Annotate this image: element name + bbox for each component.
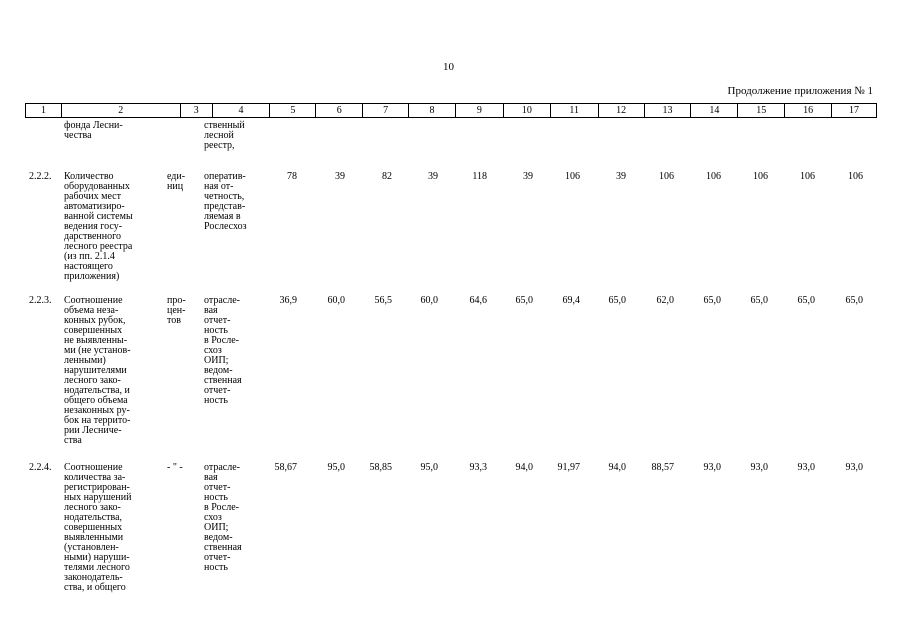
value-col-5: 58,67: [274, 462, 297, 473]
value-col-7: 56,5: [374, 295, 392, 306]
value-col-16: 93,0: [797, 462, 815, 473]
value-col-16: 106: [800, 171, 815, 182]
value-col-14: 65,0: [703, 295, 721, 306]
indicator-name: Соотношение объема неза- конных рубок, совершенных не выявленны- ми (не установ- ленными) нарушителями лесного зако- нодательства, и общего объема незаконных ру- бок на террито- рии Лесниче- ства: [64, 295, 131, 446]
value-col-17: 65,0: [845, 295, 863, 306]
value-col-11: 106: [565, 171, 580, 182]
header-cell-col-15: 15: [737, 104, 784, 117]
indicator-name: фонда Лесни- чества: [64, 120, 123, 141]
value-col-12: 65,0: [608, 295, 626, 306]
unit-of-measure: - " -: [167, 462, 183, 473]
value-col-9: 64,6: [469, 295, 487, 306]
value-col-17: 93,0: [845, 462, 863, 473]
table-header-row: [25, 103, 877, 118]
value-col-15: 65,0: [750, 295, 768, 306]
header-cell-col-7: 7: [362, 104, 408, 117]
header-cell-col-16: 16: [784, 104, 831, 117]
value-col-6: 95,0: [327, 462, 345, 473]
header-cell-col-9: 9: [455, 104, 503, 117]
value-col-6: 60,0: [327, 295, 345, 306]
unit-of-measure: про- цен- тов: [167, 295, 186, 326]
row-code: 2.2.4.: [29, 462, 52, 473]
data-source: оператив- ная от- четность, представ- ляемая в Рослесхоз: [204, 171, 247, 232]
value-col-15: 106: [753, 171, 768, 182]
indicator-name: Соотношение количества за- регистрирован- ных нарушений лесного зако- нодательства, совершенных выявленными (установлен- ными) наруши- телями лесного законодатель- ства, и общего: [64, 462, 132, 593]
value-col-13: 88,57: [651, 462, 674, 473]
value-col-11: 91,97: [557, 462, 580, 473]
value-col-12: 94,0: [608, 462, 626, 473]
value-col-8: 95,0: [420, 462, 438, 473]
value-col-14: 106: [706, 171, 721, 182]
header-cell-col-13: 13: [644, 104, 691, 117]
header-cell-col-17: 17: [831, 104, 876, 117]
value-col-7: 58,85: [369, 462, 392, 473]
header-cell-col-2: 2: [61, 104, 180, 117]
value-col-17: 106: [848, 171, 863, 182]
value-col-9: 93,3: [469, 462, 487, 473]
row-code: 2.2.2.: [29, 171, 52, 182]
header-cell-col-10: 10: [503, 104, 550, 117]
header-cell-col-4: 4: [212, 104, 270, 117]
data-source: отрасле- вая отчет- ность в Росле- схоз ОИП; ведом- ственная отчет- ность: [204, 462, 242, 573]
header-cell-col-5: 5: [269, 104, 315, 117]
value-col-10: 94,0: [515, 462, 533, 473]
page-number: 10: [443, 61, 454, 73]
row-code: 2.2.3.: [29, 295, 52, 306]
value-col-8: 39: [428, 171, 438, 182]
value-col-8: 60,0: [420, 295, 438, 306]
value-col-5: 78: [287, 171, 297, 182]
header-cell-col-6: 6: [315, 104, 362, 117]
value-col-10: 39: [523, 171, 533, 182]
indicator-name: Количество оборудованных рабочих мест автоматизиро- ванной системы ведения госу- дарственного лесного реестра (из пп. 2.1.4 настоящего приложения): [64, 171, 133, 282]
data-source: ственный лесной реестр,: [204, 120, 245, 151]
unit-of-measure: еди- ниц: [167, 171, 186, 192]
appendix-continuation-caption: Продолжение приложения № 1: [727, 85, 873, 97]
header-cell-col-14: 14: [690, 104, 737, 117]
value-col-12: 39: [616, 171, 626, 182]
value-col-13: 106: [659, 171, 674, 182]
value-col-7: 82: [382, 171, 392, 182]
value-col-15: 93,0: [750, 462, 768, 473]
value-col-5: 36,9: [279, 295, 297, 306]
value-col-14: 93,0: [703, 462, 721, 473]
header-cell-col-12: 12: [598, 104, 644, 117]
value-col-11: 69,4: [562, 295, 580, 306]
value-col-6: 39: [335, 171, 345, 182]
value-col-10: 65,0: [515, 295, 533, 306]
value-col-9: 118: [472, 171, 487, 182]
header-cell-col-8: 8: [408, 104, 455, 117]
data-source: отрасле- вая отчет- ность в Росле- схоз ОИП; ведом- ственная отчет- ность: [204, 295, 242, 406]
value-col-13: 62,0: [656, 295, 674, 306]
header-cell-col-3: 3: [180, 104, 212, 117]
value-col-16: 65,0: [797, 295, 815, 306]
header-cell-col-11: 11: [550, 104, 598, 117]
header-cell-col-1: 1: [40, 105, 46, 116]
